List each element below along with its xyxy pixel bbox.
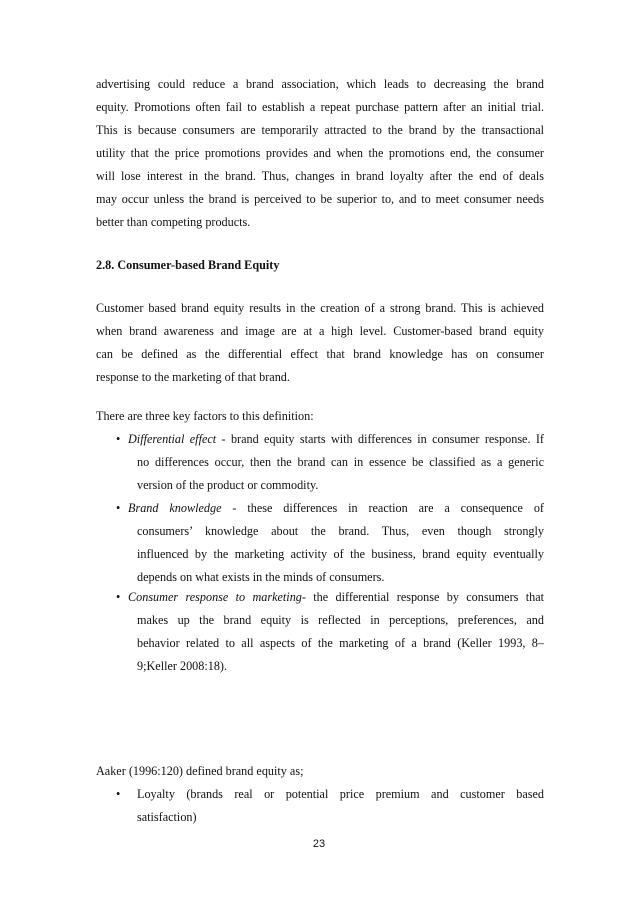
section-heading: 2.8. Consumer-based Brand Equity (96, 258, 280, 272)
factor-term: Differential effect (128, 432, 217, 446)
factor-desc: - brand equity starts with differences in consumer response. If (216, 432, 544, 446)
paragraph-1-line: equity. Promotions often fail to establish a repeat purchase pattern after an initial trial. (96, 100, 544, 114)
paragraph-2-line: response to the marketing of that brand. (96, 370, 290, 384)
factor-first-line (128, 586, 544, 609)
factor-line: version of the product or commodity. (137, 478, 319, 492)
factor-line: makes up the brand equity is reflected in perceptions, preferences, and (137, 613, 544, 627)
aaker-item-line: satisfaction) (137, 810, 197, 824)
paragraph-1 (96, 73, 544, 234)
factor-term: Consumer response to marketing- (128, 590, 306, 604)
paragraph-2-line: when brand awareness and image are at a high level. Customer-based brand equity (96, 324, 544, 338)
factor-desc: the differential response by consumers that (305, 590, 544, 604)
factor-first-line (128, 428, 544, 451)
page-number: 23 (312, 838, 326, 850)
factor-line: influenced by the marketing activity of the business, brand equity eventually (137, 547, 544, 561)
factor-line: consumers’ knowledge about the brand. Thus, even though strongly (137, 524, 544, 538)
paragraph-2 (96, 297, 544, 389)
paragraph-1-line: This is because consumers are temporarily attracted to the brand by the transactional (96, 123, 544, 137)
factor-term: Brand knowledge (128, 501, 222, 515)
aaker-item-line: Loyalty (brands real or potential price premium and customer based (137, 787, 544, 801)
factor-desc: - these differences in reaction are a consequence of (221, 501, 544, 515)
bullet-icon: • (116, 432, 121, 446)
factors-intro: There are three key factors to this definition: (96, 409, 314, 423)
factor-first-line (128, 497, 544, 520)
factor-line: 9;Keller 2008:18). (137, 659, 228, 673)
bullet-icon: • (116, 590, 121, 604)
paragraph-1-line: may occur unless the brand is perceived to be superior to, and to meet consumer needs (96, 192, 544, 206)
bullet-icon: • (116, 501, 121, 515)
paragraph-1-line: utility that the price promotions provides and when the promotions end, the consumer (96, 146, 544, 160)
paragraph-2-line: Customer based brand equity results in the creation of a strong brand. This is achieved (96, 301, 544, 315)
factor-line: no differences occur, then the brand can in essence be classified as a generic (137, 455, 544, 469)
paragraph-2-line: can be defined as the differential effect that brand knowledge has on consumer (96, 347, 544, 361)
paragraph-1-line: advertising could reduce a brand association, which leads to decreasing the brand (96, 77, 544, 91)
factor-line: depends on what exists in the minds of consumers. (137, 570, 385, 584)
paragraph-1-line: will lose interest in the brand. Thus, changes in brand loyalty after the end of deals (96, 169, 544, 183)
aaker-intro: Aaker (1996:120) defined brand equity as; (96, 764, 304, 778)
bullet-icon: • (116, 787, 121, 801)
paragraph-1-line: better than competing products. (96, 215, 251, 229)
factor-line: behavior related to all aspects of the marketing of a brand (Keller 1993, 8– (137, 636, 544, 650)
